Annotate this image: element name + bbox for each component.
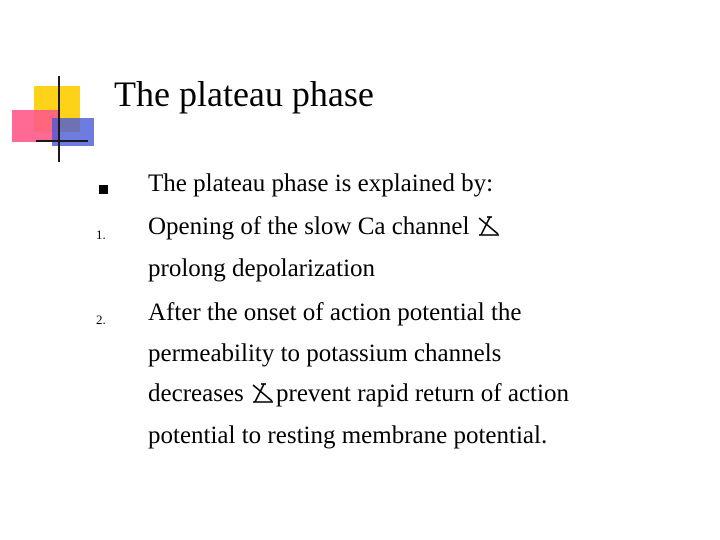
bullet-intro-text: The plateau phase is explained by: (148, 170, 494, 197)
implication-arrow-icon (476, 214, 502, 238)
point2-line4-text: potential to resting membrane potential. (148, 422, 548, 449)
logo-vertical-line (58, 76, 60, 162)
slide-title: The plateau phase (114, 74, 374, 114)
implication-arrow-icon (250, 381, 276, 405)
point2-line3-text-after: prevent rapid return of action (276, 380, 569, 407)
point1-line1-text: Opening of the slow Ca channel (148, 213, 476, 240)
point2-line2-text: permeability to potassium channels (148, 340, 502, 367)
point2-line1 (148, 299, 522, 327)
point2-line4 (148, 422, 547, 450)
list-number-2: 2. (96, 312, 106, 327)
point1-line1 (148, 213, 502, 241)
point2-line1-text: After the onset of action potential the (148, 299, 522, 326)
point1-line2 (148, 255, 375, 283)
point2-line3-text-before: decreases (148, 380, 251, 407)
point2-line2 (148, 340, 501, 368)
square-bullet-icon (99, 185, 108, 194)
point2-line3 (148, 380, 569, 408)
logo-horizontal-line (36, 140, 88, 142)
bullet-intro (148, 170, 493, 198)
point1-line2-text: prolong depolarization (148, 255, 376, 282)
list-number-1: 1. (96, 227, 106, 242)
